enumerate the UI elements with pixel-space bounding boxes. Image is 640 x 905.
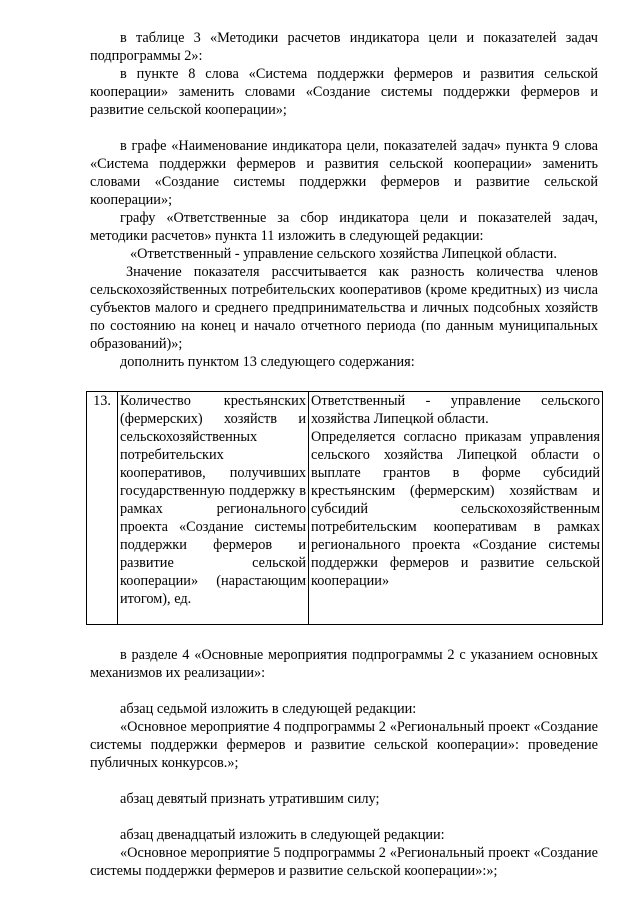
table-cell-number: 13. bbox=[87, 392, 118, 625]
paragraph-abzac12: абзац двенадцатый изложить в следующей редакции: bbox=[120, 827, 445, 843]
document-page bbox=[90, 29, 598, 880]
paragraph-measure4: «Основное мероприятие 4 подпрограммы 2 «Региональный проект «Создание системы поддержки фермеров и развитие сельской кооперации»: проведение публичных конкурсов.»; bbox=[90, 719, 598, 771]
method-text: Определяется согласно приказам управления сельского хозяйства Липецкой области о выплате грантов в форме субсидий крестьянским (фермерским) хозяйствам и субсидий сельскохозяйственным потребительским кооперативам в рамках регионального проекта «Создание системы поддержки фермеров и развитие сельской кооперации» bbox=[311, 429, 600, 589]
paragraph-abzac7: абзац седьмой изложить в следующей редакции: bbox=[120, 701, 417, 717]
paragraph-item8: в пункте 8 слова «Система поддержки фермеров и развития сельской кооперации» заменить словами «Создание системы поддержки фермеров и развитие сельской кооперации»; bbox=[90, 66, 598, 118]
paragraph-measure5: «Основное мероприятие 5 подпрограммы 2 «Региональный проект «Создание системы поддержки фермеров и развитие сельской кооперации»:»; bbox=[90, 845, 598, 879]
item13-table bbox=[86, 391, 603, 625]
responsible-text: Ответственный - управление сельского хозяйства Липецкой области. bbox=[311, 393, 600, 427]
paragraph-abzac9: абзац девятый признать утратившим силу; bbox=[120, 791, 380, 807]
paragraph-add-item13: дополнить пунктом 13 следующего содержания: bbox=[120, 354, 415, 370]
table-cell-indicator bbox=[118, 392, 309, 625]
paragraph-item9: в графе «Наименование индикатора цели, показателей задач» пункта 9 слова «Система поддержки фермеров и развития сельской кооперации» заменить словами «Создание системы поддержки фермеров и развитие сельской кооперации»; bbox=[90, 138, 598, 208]
indicator-text: Количество крестьянских (фермерских) хозяйств и сельскохозяйственных потребительских кооперативов, получивших государственную поддержку в рамках регионального проекта «Создание системы поддержки фермеров и развитие сельской кооперации» (нарастающим итогом), ед. bbox=[120, 393, 306, 607]
paragraph-responsible: «Ответственный - управление сельского хозяйства Липецкой области. bbox=[130, 246, 557, 262]
table-row bbox=[87, 392, 603, 625]
paragraph-table3-intro: в таблице 3 «Методики расчетов индикатора цели и показателей задач подпрограммы 2»: bbox=[90, 30, 598, 64]
paragraph-item11: графу «Ответственные за сбор индикатора цели и показателей задач, методики расчетов» пункта 11 изложить в следующей редакции: bbox=[90, 210, 598, 244]
paragraph-section4: в разделе 4 «Основные мероприятия подпрограммы 2 с указанием основных механизмов их реализации»: bbox=[90, 647, 598, 681]
table-cell-method bbox=[309, 392, 603, 625]
paragraph-calculation: Значение показателя рассчитывается как разность количества членов сельскохозяйственных потребительских кооперативов (кроме кредитных) из числа субъектов малого и среднего предпринимательства и личных подсобных хозяйств по состоянию на конец и начало отчетного периода (по данным муниципальных образований)»; bbox=[90, 264, 598, 352]
